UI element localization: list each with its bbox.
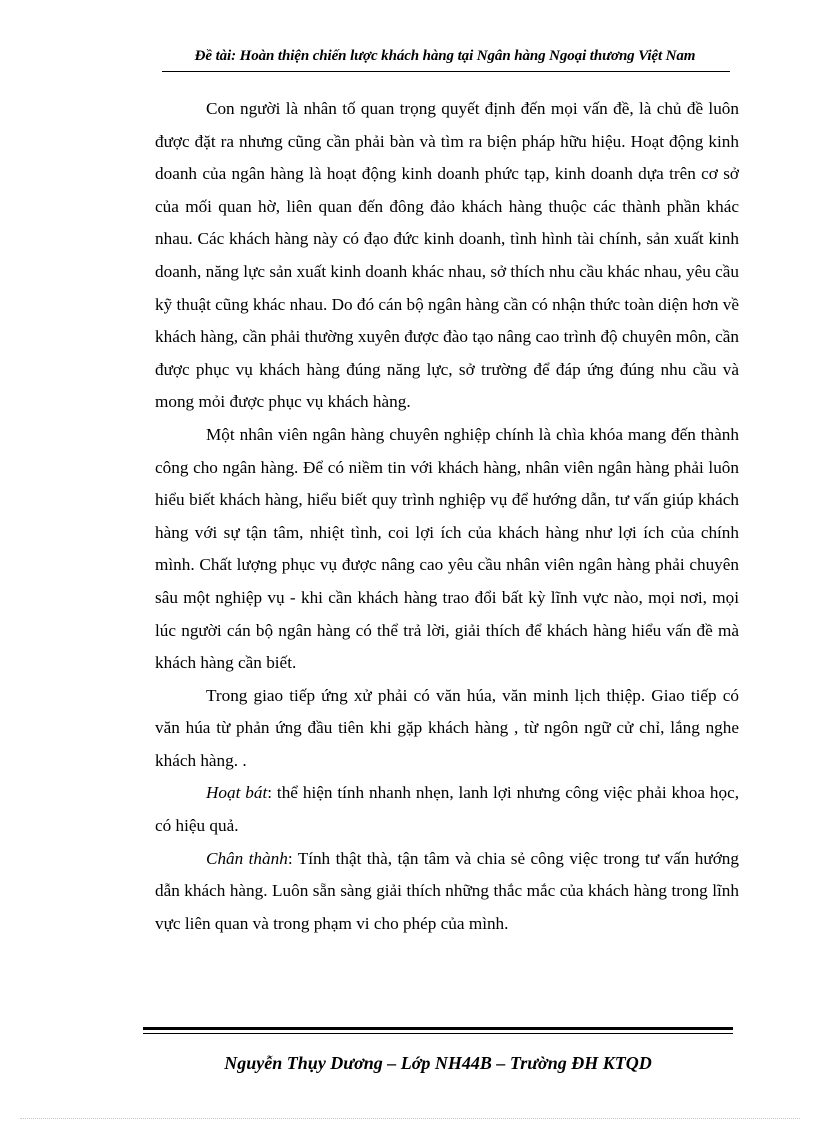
paragraph-quality-sincere (155, 843, 739, 941)
term-agile-description: : thể hiện tính nhanh nhẹn, lanh lợi nhưng công việc phải khoa học, có hiệu quả. (155, 783, 739, 836)
page-body (155, 93, 739, 940)
footer-divider-thin (143, 1033, 733, 1034)
footer-divider-thick (143, 1027, 733, 1030)
page-footer-author: Nguyễn Thụy Dương – Lớp NH44B – Trường ĐH KTQD (224, 1053, 652, 1073)
paragraph-human-factor: Con người là nhân tố quan trọng quyết định đến mọi vấn đề, là chủ đề luôn được đặt ra nhưng cũng cần phải bàn và tìm ra biện pháp hữu hiệu. Hoạt động kinh doanh của ngân hàng là hoạt động kinh doanh phức tạp, kinh doanh dựa trên cơ sở của mối quan hờ, liên quan đến đông đảo khách hàng thuộc các thành phần khác nhau. Các khách hàng này có đạo đức kinh doanh, tình hình tài chính, sản xuất kinh doanh, năng lực sản xuất kinh doanh khác nhau, sở thích nhu cầu khác nhau, yêu cầu kỹ thuật cũng khác nhau. Do đó cán bộ ngân hàng cần có nhận thức toàn diện hơn về khách hàng, cần phải thường xuyên được đào tạo nâng cao trình độ chuyên môn, cần được phục vụ khách hàng đúng năng lực, sở trường để đáp ứng đúng nhu cầu và mong mỏi được phục vụ khách hàng. (155, 99, 739, 412)
page-bottom-edge (20, 1118, 800, 1119)
term-sincere: Chân thành (206, 848, 288, 868)
paragraph-communication: Trong giao tiếp ứng xử phải có văn húa, văn minh lịch thiệp. Giao tiếp có văn húa từ phản ứng đầu tiên khi gặp khách hàng , từ ngôn ngữ cử chỉ, lắng nghe khách hàng. . (155, 685, 739, 770)
term-sincere-description: : Tính thật thà, tận tâm và chia sẻ công việc trong tư vấn hướng dẫn khách hàng. Luôn sẵn sàng giải thích những thắc mắc của khách hàng trong lĩnh vực liên quan và trong phạm vi cho phép của mình. (155, 848, 739, 933)
paragraph-quality-agile (155, 777, 739, 842)
term-agile: Hoạt bát (206, 783, 268, 803)
header-divider (162, 71, 730, 72)
paragraph-professional-staff: Một nhân viên ngân hàng chuyên nghiệp chính là chìa khóa mang đến thành công cho ngân hàng. Để có niềm tin với khách hàng, nhân viên ngân hàng phải luôn hiểu biết khách hàng, hiểu biết quy trình nghiệp vụ để hướng dẫn, tư vấn giúp khách hàng với sự tận tâm, nhiệt tình, coi lợi ích của khách hàng như lợi ích của chính mình. Chất lượng phục vụ được nâng cao yêu cầu nhân viên ngân hàng phải chuyên sâu một nghiệp vụ - khi cần khách hàng trao đổi bất kỳ lĩnh vực nào, mọi nơi, mọi lúc người cán bộ ngân hàng có thể trả lời, giải thích để khách hàng hiểu vấn đề mà khách hàng cần biết. (155, 424, 739, 673)
page-header-title: Đề tài: Hoàn thiện chiến lược khách hàng tại Ngân hàng Ngoại thương Việt Nam (194, 48, 696, 64)
